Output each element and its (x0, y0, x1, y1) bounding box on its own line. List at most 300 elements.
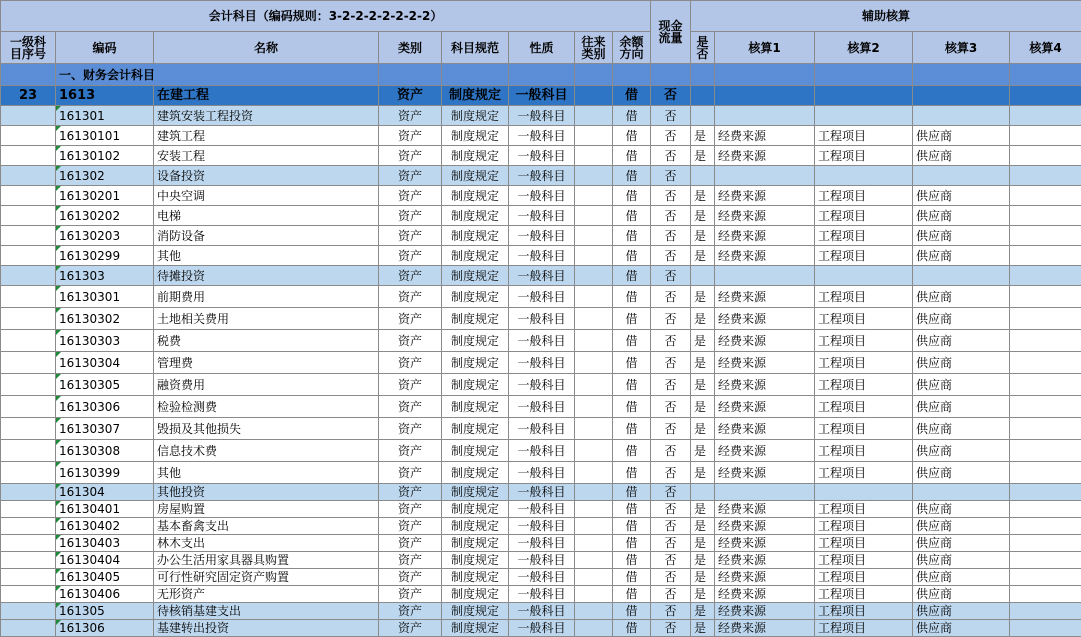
section-label: 一、财务会计科目 (56, 64, 379, 86)
check4-cell (1010, 286, 1081, 308)
balance-direction-cell: 借 (613, 226, 651, 246)
seq-cell (1, 330, 56, 352)
check3-cell (913, 484, 1010, 501)
code-cell (56, 106, 154, 126)
check4-cell (1010, 126, 1081, 146)
check3-cell: 供应商 (913, 569, 1010, 586)
balance-direction-cell: 借 (613, 374, 651, 396)
spec-cell: 制度规定 (442, 396, 509, 418)
name-cell: 中央空调 (154, 186, 379, 206)
table-row[interactable] (1, 106, 1081, 126)
check1-cell: 经费来源 (715, 603, 815, 620)
name-cell: 电梯 (154, 206, 379, 226)
contact-type-cell (575, 501, 613, 518)
check3-cell: 供应商 (913, 620, 1010, 637)
check1-cell: 经费来源 (715, 286, 815, 308)
seq-cell (1, 418, 56, 440)
nature-cell: 一般科目 (509, 440, 575, 462)
cash-flow-cell: 否 (651, 569, 691, 586)
table-row[interactable] (1, 462, 1081, 484)
check4-cell (1010, 396, 1081, 418)
cash-flow-cell: 否 (651, 330, 691, 352)
comment-marker-icon (56, 484, 61, 489)
code-cell (56, 186, 154, 206)
check4-cell (1010, 106, 1081, 126)
name-cell: 融资费用 (154, 374, 379, 396)
check2-cell: 工程项目 (815, 374, 913, 396)
check4-cell (1010, 484, 1081, 501)
check4-cell (1010, 246, 1081, 266)
comment-marker-icon (56, 146, 61, 151)
seq-cell (1, 106, 56, 126)
spec-cell: 制度规定 (442, 226, 509, 246)
yes-no-cell: 是 (691, 226, 715, 246)
check1-cell: 经费来源 (715, 462, 815, 484)
code-cell (56, 396, 154, 418)
code-cell (56, 501, 154, 518)
contact-type-cell (575, 552, 613, 569)
yes-no-cell: 是 (691, 146, 715, 166)
seq-cell (1, 126, 56, 146)
balance-direction-cell: 借 (613, 246, 651, 266)
category-cell: 资产 (379, 569, 442, 586)
code-cell (56, 418, 154, 440)
group-title: 会计科目（编码规则：3-2-2-2-2-2-2-2） (1, 1, 651, 32)
table-row[interactable] (1, 166, 1081, 186)
check1-cell: 经费来源 (715, 246, 815, 266)
check2-cell (815, 266, 913, 286)
code-cell (56, 352, 154, 374)
yes-no-cell: 是 (691, 186, 715, 206)
check1-cell (715, 106, 815, 126)
table-row[interactable] (1, 308, 1081, 330)
nature-cell: 一般科目 (509, 226, 575, 246)
nature-cell: 一般科目 (509, 374, 575, 396)
comment-marker-icon (56, 330, 61, 335)
comment-marker-icon (56, 586, 61, 591)
balance-direction-cell: 借 (613, 206, 651, 226)
name-cell: 其他 (154, 462, 379, 484)
yes-no-cell: 是 (691, 418, 715, 440)
cash-flow-cell: 否 (651, 484, 691, 501)
check1-cell: 经费来源 (715, 535, 815, 552)
code-cell (56, 246, 154, 266)
contact-type-cell (575, 603, 613, 620)
code-cell (56, 484, 154, 501)
spec-cell: 制度规定 (442, 501, 509, 518)
table-row[interactable] (1, 246, 1081, 266)
yes-no-cell: 是 (691, 396, 715, 418)
table-row[interactable] (1, 518, 1081, 535)
check3-cell: 供应商 (913, 418, 1010, 440)
check3-cell: 供应商 (913, 126, 1010, 146)
yes-no-cell: 是 (691, 569, 715, 586)
check3-cell: 供应商 (913, 586, 1010, 603)
yes-no-cell: 是 (691, 552, 715, 569)
cash-flow-cell: 否 (651, 518, 691, 535)
check2-cell (815, 86, 913, 106)
code-text: 16130101 (59, 128, 121, 143)
comment-marker-icon (56, 603, 61, 608)
table-row[interactable] (1, 586, 1081, 603)
contact-type-header: 往来 类别 (575, 32, 613, 64)
check3-cell: 供应商 (913, 206, 1010, 226)
name-cell: 在建工程 (154, 86, 379, 106)
spec-cell: 制度规定 (442, 246, 509, 266)
nature-cell: 一般科目 (509, 418, 575, 440)
spec-cell: 制度规定 (442, 146, 509, 166)
code-cell (56, 535, 154, 552)
contact-type-cell (575, 106, 613, 126)
check3-cell: 供应商 (913, 286, 1010, 308)
check2-cell: 工程项目 (815, 226, 913, 246)
table-row[interactable] (1, 266, 1081, 286)
comment-marker-icon (56, 552, 61, 557)
table-row[interactable] (1, 352, 1081, 374)
name-cell: 建筑工程 (154, 126, 379, 146)
seq-cell (1, 484, 56, 501)
comment-marker-icon (56, 535, 61, 540)
yes-no-cell: 是 (691, 206, 715, 226)
spec-cell: 制度规定 (442, 352, 509, 374)
yes-no-cell: 是 (691, 462, 715, 484)
cash-flow-cell: 否 (651, 501, 691, 518)
check2-cell: 工程项目 (815, 352, 913, 374)
check2-cell (815, 106, 913, 126)
category-cell: 资产 (379, 86, 442, 106)
cash-flow-cell: 否 (651, 286, 691, 308)
yes-no-cell (691, 484, 715, 501)
check2-cell: 工程项目 (815, 586, 913, 603)
table-row[interactable] (1, 535, 1081, 552)
check2-cell: 工程项目 (815, 552, 913, 569)
spec-cell: 制度规定 (442, 569, 509, 586)
code-cell (56, 286, 154, 308)
check1-cell: 经费来源 (715, 186, 815, 206)
spec-cell: 制度规定 (442, 484, 509, 501)
category-cell: 资产 (379, 620, 442, 637)
check2-cell: 工程项目 (815, 501, 913, 518)
check4-cell (1010, 586, 1081, 603)
table-row[interactable] (1, 620, 1081, 637)
table-row[interactable] (1, 146, 1081, 166)
code-text: 161306 (59, 621, 105, 635)
name-cell: 待摊投资 (154, 266, 379, 286)
check3-cell: 供应商 (913, 603, 1010, 620)
code-cell (56, 462, 154, 484)
contact-type-cell (575, 374, 613, 396)
contact-type-cell (575, 418, 613, 440)
seq-cell (1, 266, 56, 286)
check2-cell: 工程项目 (815, 396, 913, 418)
code-text: 16130102 (59, 148, 121, 163)
yes-no-cell: 是 (691, 308, 715, 330)
yes-no-cell: 是 (691, 246, 715, 266)
check2-cell: 工程项目 (815, 146, 913, 166)
yes-no-cell: 是 (691, 330, 715, 352)
comment-marker-icon (56, 620, 61, 625)
contact-type-cell (575, 620, 613, 637)
balance-direction-cell: 借 (613, 518, 651, 535)
contact-type-cell (575, 440, 613, 462)
nature-cell: 一般科目 (509, 620, 575, 637)
seq-cell (1, 586, 56, 603)
check4-cell (1010, 330, 1081, 352)
nature-cell: 一般科目 (509, 552, 575, 569)
balance-direction-cell: 借 (613, 484, 651, 501)
comment-marker-icon (56, 206, 61, 211)
comment-marker-icon (56, 246, 61, 251)
cash-flow-cell: 否 (651, 106, 691, 126)
nature-cell: 一般科目 (509, 126, 575, 146)
seq-cell: 23 (1, 86, 56, 106)
cash-flow-cell: 否 (651, 462, 691, 484)
cash-flow-cell: 否 (651, 246, 691, 266)
code-cell (56, 266, 154, 286)
yes-no-cell: 是 (691, 620, 715, 637)
balance-direction-cell: 借 (613, 166, 651, 186)
table-row[interactable] (1, 552, 1081, 569)
check1-cell: 经费来源 (715, 620, 815, 637)
seq-cell (1, 440, 56, 462)
name-cell: 安装工程 (154, 146, 379, 166)
cash-flow-cell: 否 (651, 86, 691, 106)
balance-direction-cell: 借 (613, 146, 651, 166)
cash-flow-cell: 否 (651, 186, 691, 206)
table-row[interactable] (1, 186, 1081, 206)
nature-cell: 一般科目 (509, 330, 575, 352)
nature-cell: 一般科目 (509, 86, 575, 106)
seq-cell (1, 352, 56, 374)
check1-cell: 经费来源 (715, 396, 815, 418)
nature-cell: 一般科目 (509, 462, 575, 484)
code-text: 161303 (59, 268, 105, 283)
aux-accounting-header: 辅助核算 (691, 1, 1081, 32)
category-cell: 资产 (379, 246, 442, 266)
contact-type-cell (575, 308, 613, 330)
check4-cell (1010, 603, 1081, 620)
contact-type-cell (575, 166, 613, 186)
balance-direction-cell: 借 (613, 462, 651, 484)
balance-direction-cell: 借 (613, 86, 651, 106)
check3-cell: 供应商 (913, 462, 1010, 484)
name-cell: 房屋购置 (154, 501, 379, 518)
name-cell: 无形资产 (154, 586, 379, 603)
code-cell (56, 146, 154, 166)
yes-no-cell: 是 (691, 501, 715, 518)
code-text: 161305 (59, 604, 105, 618)
code-cell (56, 603, 154, 620)
seq-cell (1, 146, 56, 166)
table-row[interactable] (1, 396, 1081, 418)
check1-cell: 经费来源 (715, 586, 815, 603)
category-cell: 资产 (379, 586, 442, 603)
code-text: 16130202 (59, 208, 121, 223)
code-text: 16130401 (59, 502, 121, 516)
check3-cell: 供应商 (913, 501, 1010, 518)
cash-flow-cell: 否 (651, 535, 691, 552)
check1-cell: 经费来源 (715, 126, 815, 146)
check3-cell (913, 266, 1010, 286)
nature-cell: 一般科目 (509, 484, 575, 501)
name-cell: 其他 (154, 246, 379, 266)
comment-marker-icon (56, 374, 61, 379)
spec-cell: 制度规定 (442, 186, 509, 206)
check1-cell: 经费来源 (715, 330, 815, 352)
contact-type-cell (575, 535, 613, 552)
code-cell (56, 586, 154, 603)
check2-cell: 工程项目 (815, 126, 913, 146)
balance-direction-cell: 借 (613, 586, 651, 603)
nature-cell: 一般科目 (509, 266, 575, 286)
contact-type-cell (575, 86, 613, 106)
table-row[interactable] (1, 440, 1081, 462)
check4-cell (1010, 620, 1081, 637)
name-cell: 消防设备 (154, 226, 379, 246)
spec-cell: 制度规定 (442, 266, 509, 286)
nature-cell: 一般科目 (509, 352, 575, 374)
cash-flow-cell: 否 (651, 166, 691, 186)
code-text: 16130399 (59, 465, 121, 480)
cash-flow-header: 现金 流量 (651, 1, 691, 64)
check1-cell: 经费来源 (715, 374, 815, 396)
code-text: 16130404 (59, 553, 121, 567)
comment-marker-icon (56, 396, 61, 401)
nature-cell: 一般科目 (509, 396, 575, 418)
code-text: 16130402 (59, 519, 121, 533)
spec-cell: 制度规定 (442, 603, 509, 620)
check2-cell: 工程项目 (815, 286, 913, 308)
cash-flow-cell: 否 (651, 146, 691, 166)
yes-no-cell: 是 (691, 286, 715, 308)
balance-direction-cell: 借 (613, 418, 651, 440)
category-cell: 资产 (379, 440, 442, 462)
seq-cell (1, 396, 56, 418)
check4-cell (1010, 166, 1081, 186)
check4-cell (1010, 146, 1081, 166)
seq-cell (1, 308, 56, 330)
yes-no-cell (691, 106, 715, 126)
seq-cell (1, 552, 56, 569)
yes-no-cell: 是 (691, 586, 715, 603)
code-text: 16130302 (59, 311, 121, 326)
check4-header: 核算4 (1010, 32, 1081, 64)
name-cell: 设备投资 (154, 166, 379, 186)
table-row[interactable] (1, 484, 1081, 501)
code-text: 161304 (59, 485, 105, 499)
cash-flow-cell: 否 (651, 552, 691, 569)
seq-cell (1, 246, 56, 266)
balance-direction-cell: 借 (613, 552, 651, 569)
table-row[interactable] (1, 418, 1081, 440)
check3-header: 核算3 (913, 32, 1010, 64)
table-row[interactable] (1, 286, 1081, 308)
section-row (1, 64, 1081, 86)
check4-cell (1010, 501, 1081, 518)
seq-cell (1, 620, 56, 637)
cash-flow-cell: 否 (651, 308, 691, 330)
code-text: 161302 (59, 168, 105, 183)
name-cell: 基建转出投资 (154, 620, 379, 637)
check4-cell (1010, 186, 1081, 206)
check1-cell: 经费来源 (715, 308, 815, 330)
comment-marker-icon (56, 518, 61, 523)
nature-cell: 一般科目 (509, 308, 575, 330)
category-cell: 资产 (379, 535, 442, 552)
nature-cell: 一般科目 (509, 603, 575, 620)
name-header: 名称 (154, 32, 379, 64)
table-row[interactable] (1, 206, 1081, 226)
table-row[interactable] (1, 569, 1081, 586)
check2-header: 核算2 (815, 32, 913, 64)
check3-cell: 供应商 (913, 186, 1010, 206)
nature-cell: 一般科目 (509, 286, 575, 308)
check1-cell (715, 484, 815, 501)
code-cell (56, 166, 154, 186)
code-text: 16130201 (59, 188, 121, 203)
yes-no-cell (691, 266, 715, 286)
category-cell: 资产 (379, 330, 442, 352)
check1-cell: 经费来源 (715, 569, 815, 586)
comment-marker-icon (56, 462, 61, 467)
check3-cell: 供应商 (913, 396, 1010, 418)
spec-cell: 制度规定 (442, 462, 509, 484)
seq-cell (1, 501, 56, 518)
category-cell: 资产 (379, 518, 442, 535)
check3-cell: 供应商 (913, 352, 1010, 374)
spec-cell: 制度规定 (442, 440, 509, 462)
table-row[interactable] (1, 501, 1081, 518)
table-row[interactable] (1, 226, 1081, 246)
yes-no-cell: 是 (691, 518, 715, 535)
check2-cell: 工程项目 (815, 620, 913, 637)
category-cell: 资产 (379, 286, 442, 308)
category-cell: 资产 (379, 352, 442, 374)
cash-flow-cell: 否 (651, 226, 691, 246)
yes-no-cell: 是 (691, 126, 715, 146)
check3-cell (913, 106, 1010, 126)
table-row[interactable] (1, 330, 1081, 352)
check4-cell (1010, 418, 1081, 440)
code-text: 1613 (59, 88, 96, 103)
contact-type-cell (575, 286, 613, 308)
yes-no-cell: 是 (691, 603, 715, 620)
table-row[interactable] (1, 603, 1081, 620)
name-cell: 建筑安装工程投资 (154, 106, 379, 126)
balance-direction-cell: 借 (613, 106, 651, 126)
cash-flow-cell: 否 (651, 586, 691, 603)
check4-cell (1010, 226, 1081, 246)
table-row[interactable] (1, 374, 1081, 396)
contact-type-cell (575, 352, 613, 374)
category-cell: 资产 (379, 126, 442, 146)
spec-cell: 制度规定 (442, 552, 509, 569)
table-row[interactable] (1, 126, 1081, 146)
spec-cell: 制度规定 (442, 535, 509, 552)
nature-cell: 一般科目 (509, 246, 575, 266)
cash-flow-cell: 否 (651, 620, 691, 637)
yes-no-header: 是 否 (691, 32, 715, 64)
check3-cell: 供应商 (913, 330, 1010, 352)
spec-cell: 制度规定 (442, 166, 509, 186)
balance-direction-cell: 借 (613, 569, 651, 586)
balance-direction-cell: 借 (613, 352, 651, 374)
check3-cell (913, 86, 1010, 106)
cash-flow-cell: 否 (651, 418, 691, 440)
table-row[interactable] (1, 86, 1081, 106)
seq-cell (1, 603, 56, 620)
spec-cell: 制度规定 (442, 620, 509, 637)
